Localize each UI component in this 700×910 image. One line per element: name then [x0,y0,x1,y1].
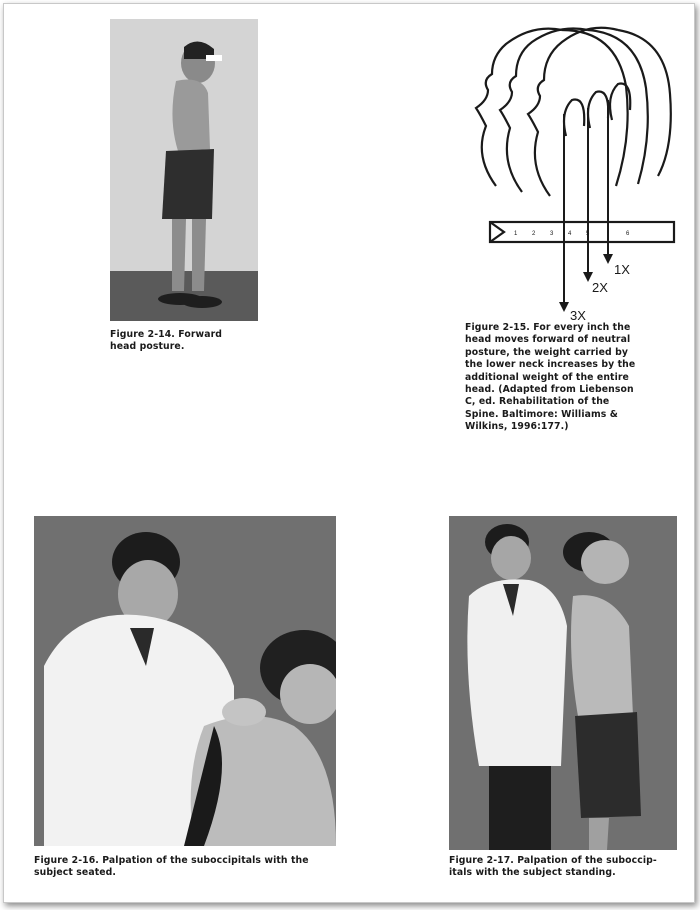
weight-label-1x: 1X [614,262,630,277]
figure-2-16-photo [34,516,336,846]
weight-label-3x: 3X [570,308,586,323]
figure-2-16-caption: Figure 2-16. Palpation of the suboccipitals with the subject seated. [34,855,309,879]
svg-text:6: 6 [626,231,630,237]
figure-2-17-photo [449,516,677,850]
svg-text:2: 2 [532,231,536,237]
weight-label-2x: 2X [592,280,608,295]
document-page [3,3,695,903]
figure-2-14-caption: Figure 2-14. Forward head posture. [110,329,223,353]
figure-2-15-caption: Figure 2-15. For every inch the head moves forward of neutral posture, the weight carried by the lower neck increases by the additional weight of the entire head. (Adapted from Liebenson C, ed. Rehabilitation of the Spine. Baltimore: Williams & Wilkins, 1996:177.) [465,322,636,433]
svg-text:1: 1 [514,231,518,237]
svg-text:3: 3 [550,231,554,237]
figure-2-14-photo [110,19,258,321]
figure-2-17-caption: Figure 2-17. Palpation of the suboccip- itals with the subject standing. [449,855,657,879]
svg-text:5: 5 [586,231,590,237]
figure-2-15-diagram [466,16,676,326]
svg-text:4: 4 [568,231,572,237]
